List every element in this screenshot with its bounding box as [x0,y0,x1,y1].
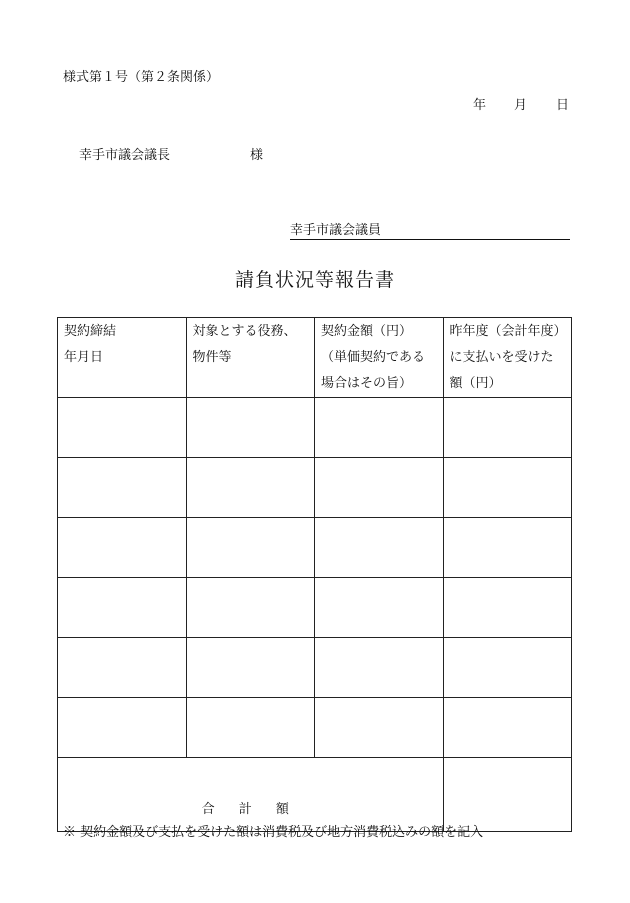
table-cell[interactable] [443,518,572,578]
sender-line [290,219,570,240]
table-cell[interactable] [315,698,444,758]
header-contract-date [58,318,187,398]
table-cell[interactable] [58,578,187,638]
table-cell[interactable] [443,578,572,638]
table-cell[interactable] [443,458,572,518]
table-row [58,518,572,578]
header-line: 契約締結 [64,324,117,339]
table-cell[interactable] [58,458,187,518]
table-header-row [58,318,572,398]
table-cell[interactable] [186,398,315,458]
report-table [57,317,572,832]
table-cell[interactable] [443,698,572,758]
header-line: 場合はその旨） [321,376,413,391]
table-cell[interactable] [186,518,315,578]
header-line: 昨年度（会計年度） [449,324,567,339]
table-row [58,698,572,758]
table-cell[interactable] [315,638,444,698]
table-row [58,458,572,518]
addressee-suffix: 様 [250,148,264,163]
header-line: に支払いを受けた [449,350,554,365]
table-cell[interactable] [315,518,444,578]
header-line: 額（円） [449,376,502,391]
header-line: 対象とする役務、 [192,324,297,339]
table-cell[interactable] [315,398,444,458]
table-body [58,398,572,758]
form-number: 様式第１号（第２条関係） [63,70,220,85]
table-row [58,578,572,638]
document-title: 請負状況等報告書 [234,269,395,291]
table-row [58,398,572,458]
header-line: （単価契約である [321,350,426,365]
table-cell[interactable] [186,578,315,638]
addressee-name: 幸手市議会議長 [79,148,171,163]
table-cell[interactable] [443,398,572,458]
total-label: 合 計 額 [58,758,444,832]
header-line: 年月日 [64,350,104,365]
table-cell[interactable] [58,518,187,578]
date-day-label: 日 [556,98,570,113]
date-year-label: 年 [473,98,487,113]
date-month-label: 月 [514,98,528,113]
table-cell[interactable] [58,398,187,458]
table-row [58,638,572,698]
table-cell[interactable] [58,638,187,698]
table-cell[interactable] [315,458,444,518]
header-contract-amount [315,318,444,398]
table-cell[interactable] [186,698,315,758]
table-cell[interactable] [443,638,572,698]
header-target-service [186,318,315,398]
header-line: 物件等 [192,350,232,365]
header-paid-amount [443,318,572,398]
table-cell[interactable] [58,698,187,758]
sender-label: 幸手市議会議員 [290,223,382,238]
header-line: 契約金額（円） [321,324,413,339]
table-cell[interactable] [315,578,444,638]
footnote: ※ 契約金額及び支払を受けた額は消費税及び地方消費税込みの額を記入 [63,825,484,840]
table-cell[interactable] [186,638,315,698]
table-cell[interactable] [186,458,315,518]
